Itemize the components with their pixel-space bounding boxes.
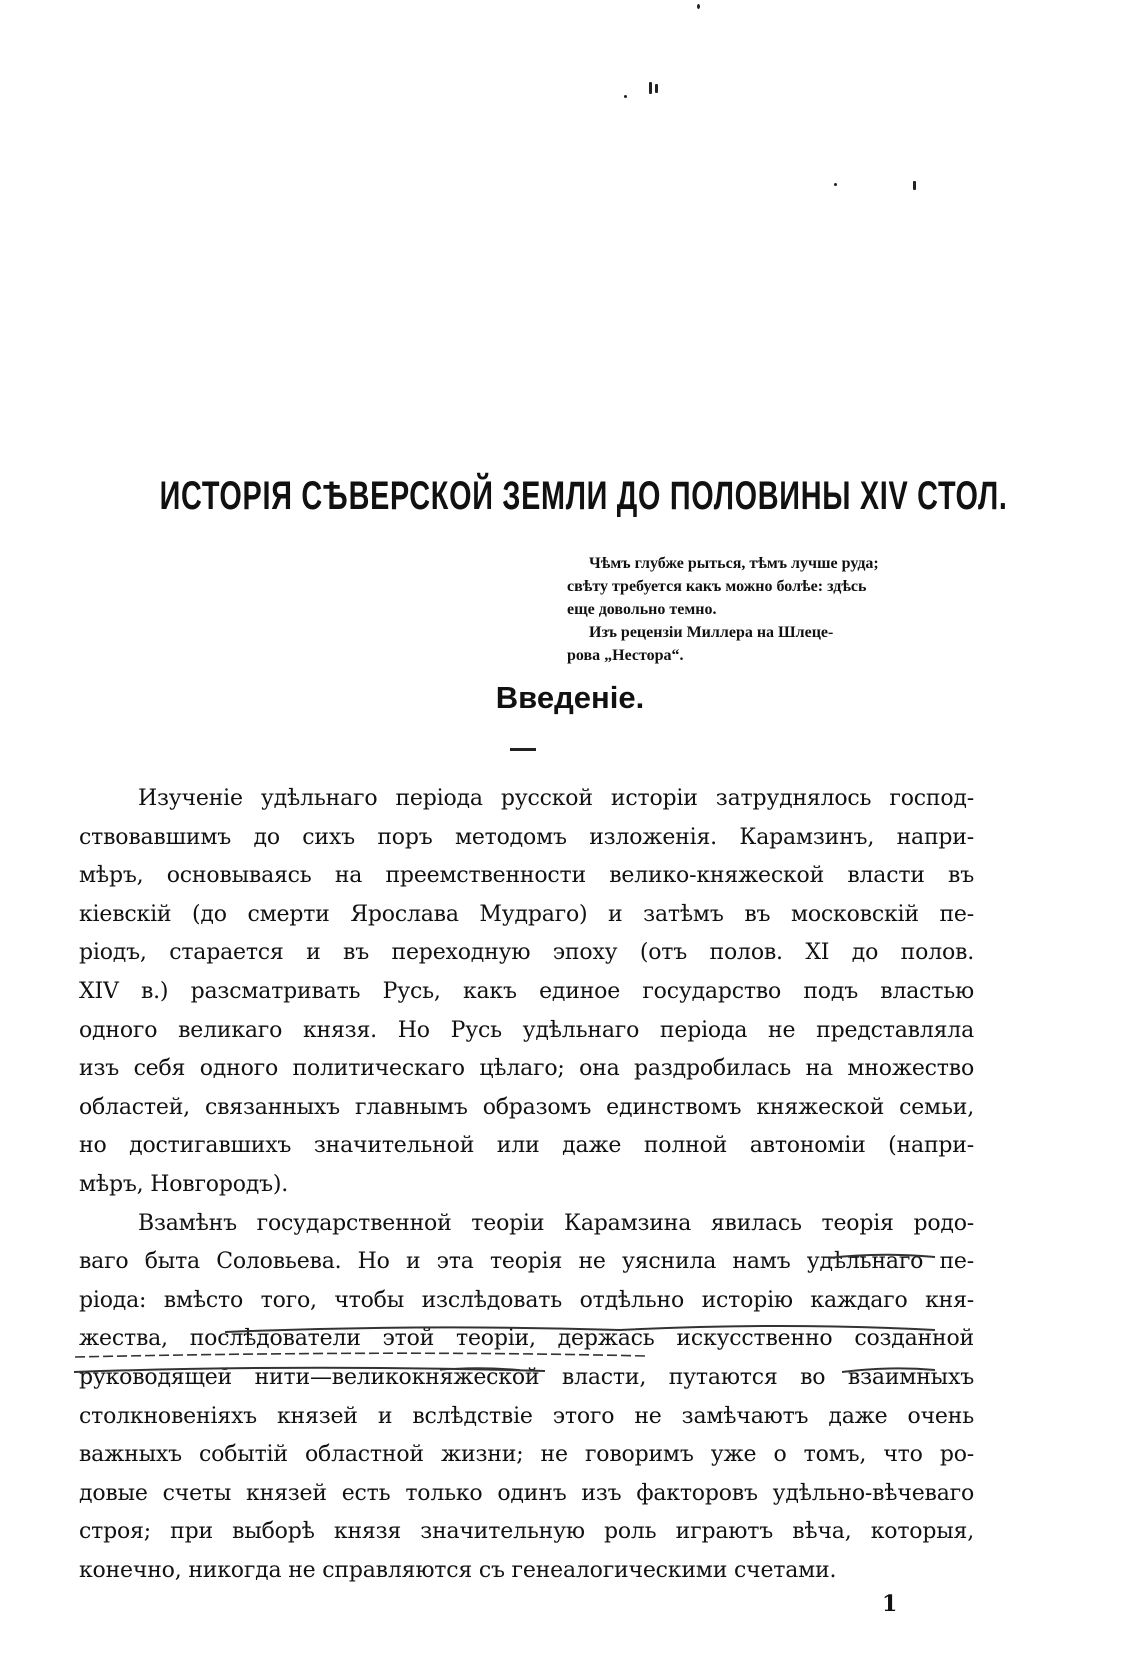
text-line: мѣръ, основываясь на преемственности велико-княжеской власти въ	[79, 863, 974, 889]
text-line: ріода: вмѣсто того, чтобы изслѣдовать отдѣльно исторію каждаго кня-	[79, 1287, 974, 1313]
scan-speck	[913, 181, 916, 190]
text-line: столкновеніяхъ князей и вслѣдствіе этого не замѣчаютъ даже очень	[79, 1403, 974, 1429]
scan-speck	[697, 4, 700, 9]
text-line: ваго быта Соловьева. Но и эта теорія не уяснила намъ удѣльнаго пе-	[79, 1249, 974, 1275]
text-line: изъ себя одного политическаго цѣлаго; она раздробилась на множество	[79, 1056, 974, 1082]
text-line: важныхъ событій областной жизни; не говоримъ уже о томъ, что ро-	[79, 1442, 974, 1468]
epigraph-source: рова „Нестора“.	[567, 647, 684, 664]
text-line: одного великаго князя. Но Русь удѣльнаго періода не представляла	[79, 1017, 974, 1043]
body-text	[79, 780, 974, 1590]
scan-speck	[624, 95, 627, 98]
text-line: конечно, никогда не справляются съ генеалогическими счетами.	[79, 1557, 837, 1583]
text-line: довые счеты князей есть только одинъ изъ факторовъ удѣльно-вѣчеваго	[79, 1480, 974, 1506]
text-line: кіевскій (до смерти Ярослава Мудраго) и затѣмъ въ московскій пе-	[79, 901, 974, 927]
epigraph-source: Изъ рецензіи Миллера на Шлеце-	[589, 624, 834, 641]
text-line: Взамѣнъ государственной теоріи Карамзина явилась теорія родо-	[138, 1210, 974, 1236]
text-line: областей, связанныхъ главнымъ образомъ единствомъ княжеской семьи,	[79, 1094, 974, 1120]
epigraph-line: Чѣмъ глубже рыться, тѣмъ лучше руда;	[589, 555, 879, 572]
epigraph-line: еще довольно темно.	[567, 601, 717, 618]
paragraph-1	[79, 780, 974, 1205]
text-line: ствовавшимъ до сихъ поръ методомъ изложенія. Карамзинъ, напри-	[79, 824, 974, 850]
text-line: руководящей нити—великокняжеской власти, путаются во взаимныхъ	[79, 1364, 974, 1390]
page-title: ИСТОРІЯ СѢВЕРСКОЙ ЗЕМЛИ ДО ПОЛОВИНЫ XIV СТОЛ.	[159, 474, 1008, 518]
paragraph-2	[79, 1205, 974, 1591]
text-line: строя; при выборѣ князя значительную роль играютъ вѣча, которыя,	[79, 1519, 974, 1545]
text-line: мѣръ, Новгородъ).	[79, 1171, 289, 1197]
text-line: XIV в.) разсматривать Русь, какъ единое государство подъ властью	[79, 978, 974, 1004]
epigraph	[567, 552, 967, 667]
epigraph-line: свѣту требуется какъ можно болѣе: здѣсь	[567, 578, 867, 595]
heading-divider	[510, 748, 536, 751]
section-heading: Введеніе.	[495, 680, 645, 715]
scan-speck	[649, 82, 652, 94]
scan-speck	[655, 84, 658, 93]
text-line: но достигавшихъ значительной или даже полной автономіи (напри-	[79, 1133, 974, 1159]
page-number: 1	[882, 1591, 898, 1617]
text-line: ріодъ, старается и въ переходную эпоху (отъ полов. XI до полов.	[79, 940, 974, 966]
text-line: жества, послѣдователи этой теоріи, держась искусственно созданной	[79, 1326, 974, 1352]
text-line: Изученіе удѣльнаго періода русской исторіи затруднялось господ-	[138, 786, 974, 811]
scan-speck	[834, 183, 837, 186]
